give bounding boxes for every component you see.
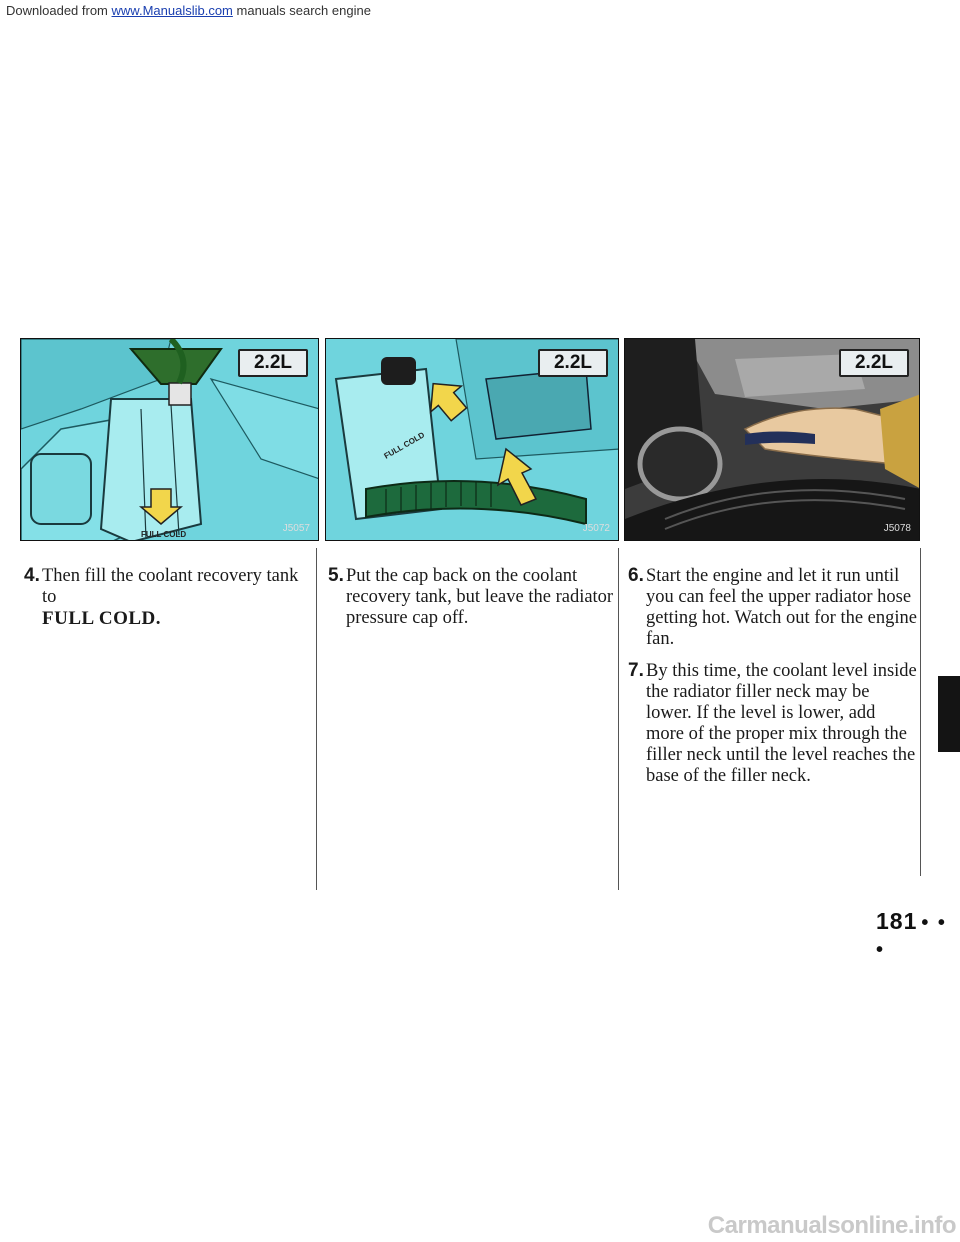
manualslib-link[interactable]: www.Manualslib.com — [111, 3, 233, 18]
engine-badge: 2.2L — [839, 349, 909, 377]
step-emphasis: FULL COLD. — [42, 608, 162, 629]
step-text: Then fill the coolant recovery tank to — [42, 566, 299, 607]
step-5 — [328, 566, 618, 629]
step-7 — [628, 661, 918, 787]
watermark: Carmanualsonline.info — [707, 1212, 956, 1239]
illustration-fill-recovery-tank — [20, 338, 319, 541]
page-dots: • • • — [876, 912, 947, 961]
step-number: 5. — [328, 565, 344, 586]
full-cold-mark: FULL COLD — [141, 530, 187, 539]
column-divider — [618, 548, 619, 890]
step-4 — [24, 566, 314, 629]
column-step-5 — [328, 566, 618, 640]
figure-code: J5078 — [883, 523, 911, 534]
engine-badge: 2.2L — [238, 349, 308, 377]
illustration-cap-recovery-tank — [325, 338, 619, 541]
figure-code: J5072 — [582, 523, 610, 534]
step-number: 4. — [24, 565, 40, 586]
step-number: 7. — [628, 660, 644, 681]
page-number-value: 181 — [876, 908, 918, 934]
step-text: Start the engine and let it run until you can feel the upper radiator hose getting hot. Watch out for the engine fan. — [646, 566, 917, 649]
page-number — [876, 908, 960, 962]
step-text: Put the cap back on the coolant recovery tank, but leave the radiator pressure cap off. — [346, 566, 614, 628]
column-divider — [316, 548, 317, 890]
banner-prefix: Downloaded from — [6, 3, 108, 18]
photo-radiator-hose — [624, 338, 920, 541]
full-cold-mark: FULL COLD — [382, 430, 427, 461]
step-6 — [628, 566, 918, 650]
banner-suffix: manuals search engine — [236, 3, 371, 18]
figure-code: J5057 — [282, 523, 310, 534]
column-step-4 — [24, 566, 314, 640]
step-text: By this time, the coolant level inside the radiator filler neck may be lower. If the level is lower, add more of the proper mix through the filler neck until the level reaches the base of the filler neck. — [646, 661, 917, 786]
column-divider — [920, 548, 921, 876]
engine-badge: 2.2L — [538, 349, 608, 377]
download-banner — [0, 0, 960, 20]
section-tab — [938, 676, 960, 752]
step-number: 6. — [628, 565, 644, 586]
column-steps-6-7 — [628, 566, 918, 798]
